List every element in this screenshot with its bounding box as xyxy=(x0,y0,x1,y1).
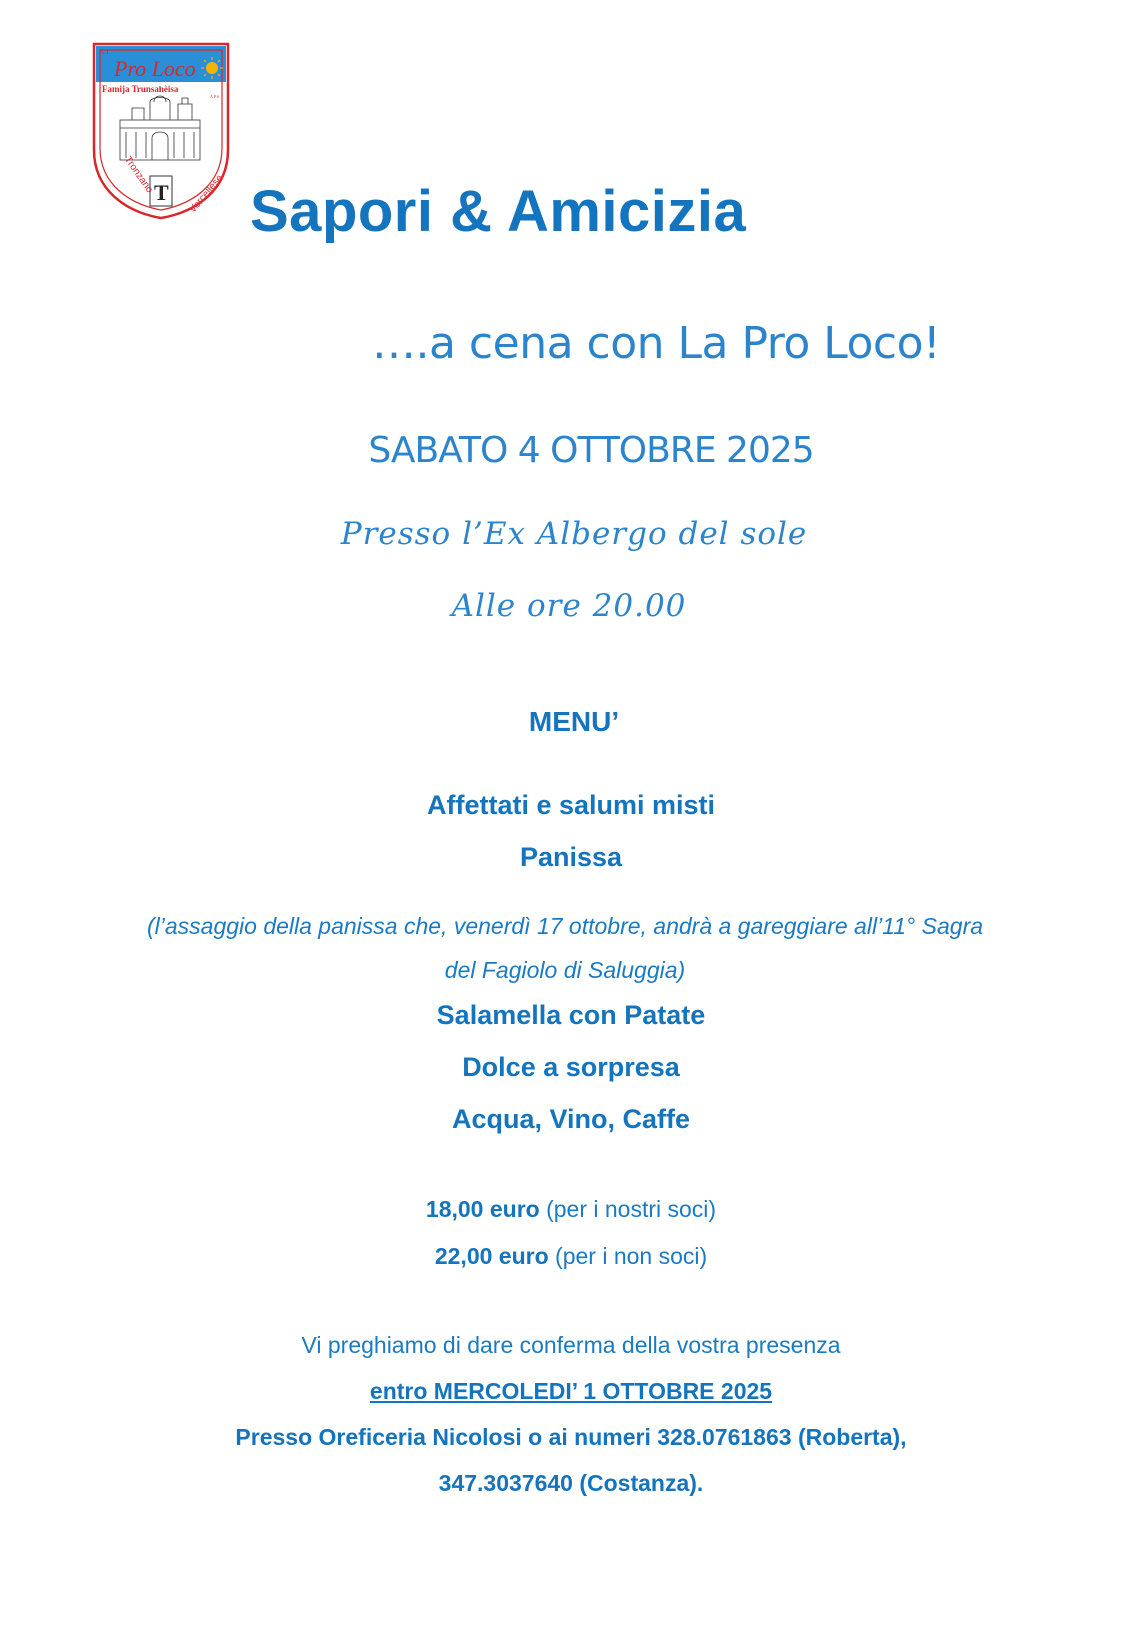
event-venue xyxy=(0,516,1142,552)
event-date xyxy=(0,430,1142,471)
price-label: (per i non soci) xyxy=(555,1243,708,1269)
price-amount: 18,00 euro xyxy=(425,1196,540,1222)
price-amount: 22,00 euro xyxy=(434,1243,549,1269)
menu-item-text: Salamella con Patate xyxy=(436,1000,706,1030)
menu-item xyxy=(0,842,1142,873)
booking-contact-line1: Presso Oreficeria Nicolosi o ai numeri 328.0761863 (Roberta), xyxy=(235,1424,907,1450)
price-label: (per i nostri soci) xyxy=(546,1196,717,1222)
menu-item-text: Affettati e salumi misti xyxy=(426,790,716,820)
event-time-text: Alle ore 20.00 xyxy=(451,588,687,624)
menu-item xyxy=(0,790,1142,821)
price-non-members xyxy=(0,1243,1142,1270)
booking-contact-line2: 347.3037640 (Costanza). xyxy=(438,1470,704,1496)
page-title: Sapori & Amicizia xyxy=(250,179,747,244)
menu-item-text: Dolce a sorpresa xyxy=(462,1052,680,1082)
logo-aps: A.P.S. xyxy=(210,94,220,99)
logo-monogram: T xyxy=(154,180,169,205)
panissa-note xyxy=(100,904,1030,992)
panissa-note-line2: del Fagiolo di Saluggia) xyxy=(444,957,686,983)
menu-item xyxy=(0,1104,1142,1135)
menu-item-text: Acqua, Vino, Caffe xyxy=(451,1104,691,1134)
booking-deadline: entro MERCOLEDI’ 1 OTTOBRE 2025 xyxy=(369,1378,773,1404)
panissa-note-line1: (l’assaggio della panissa che, venerdì 17 ottobre, andrà a gareggiare all’11° Sagra xyxy=(146,913,984,939)
price-members xyxy=(0,1196,1142,1223)
event-venue-text: Presso l’Ex Albergo del sole xyxy=(340,516,808,552)
logo-town-right: Vercellese xyxy=(187,172,226,216)
menu-heading-text: MENU’ xyxy=(528,706,620,737)
menu-item-text: Panissa xyxy=(519,842,623,872)
menu-heading xyxy=(0,706,1142,738)
menu-item xyxy=(0,1052,1142,1083)
event-time xyxy=(0,588,1142,624)
pro-loco-logo xyxy=(92,42,230,220)
logo-association: Famija Trunsanèisa xyxy=(102,84,179,94)
booking-request: Vi preghiamo di dare conferma della vostra presenza xyxy=(301,1332,841,1358)
event-date-text: SABATO 4 OTTOBRE 2025 xyxy=(368,430,814,471)
logo-name: Pro Loco xyxy=(114,56,196,81)
logo-top-label: A.T. xyxy=(100,50,111,56)
sun-icon xyxy=(206,62,218,74)
menu-item xyxy=(0,1000,1142,1031)
page-subtitle: ….a cena con La Pro Loco! xyxy=(372,318,941,369)
logo-town-left: Tronzano xyxy=(121,154,155,196)
